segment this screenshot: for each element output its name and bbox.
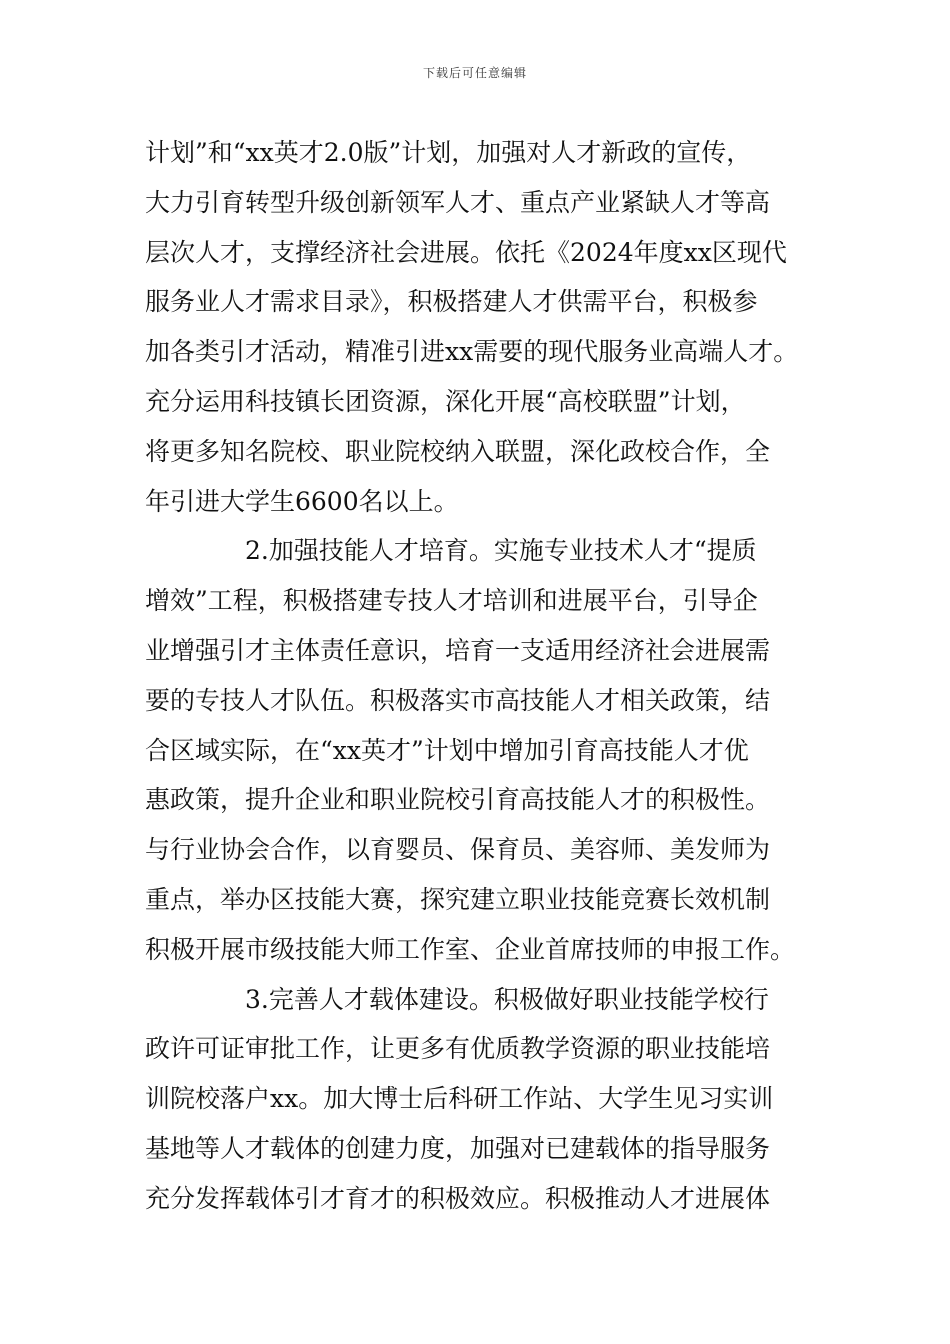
text-line: 大力引育转型升级创新领军人才、重点产业紧缺人才等高 — [145, 187, 771, 217]
text-line: 惠政策，提升企业和职业院校引育高技能人才的积极性。 — [145, 785, 771, 815]
body-text — [145, 128, 810, 1224]
text-line: 业增强引才主体责任意识，培育一支适用经济社会进展需 — [145, 635, 771, 665]
text-line: 充分运用科技镇长团资源，深化开展“高校联盟”计划， — [145, 386, 746, 416]
paragraph-start-line: 2.加强技能人才培育。实施专业技术人才“提质 — [245, 536, 757, 566]
text-line: 将更多知名院校、职业院校纳入联盟，深化政校合作，全 — [145, 436, 771, 466]
text-line: 服务业人才需求目录》，积极搭建人才供需平台，积极参 — [145, 287, 758, 317]
paragraph-start-line: 3.完善人才载体建设。积极做好职业技能学校行 — [245, 984, 769, 1014]
text-line: 年引进大学生6600名以上。 — [145, 486, 459, 516]
text-line: 增效”工程，积极搭建专技人才培训和进展平台，引导企 — [145, 586, 758, 616]
text-line: 重点，举办区技能大赛，探究建立职业技能竞赛长效机制 — [145, 884, 771, 914]
text-line: 充分发挥载体引才育才的积极效应。积极推动人才进展体 — [145, 1183, 771, 1213]
text-line: 积极开展市级技能大师工作室、企业首席技师的申报工作。 — [145, 934, 796, 964]
text-line: 要的专技人才队伍。积极落实市高技能人才相关政策，结 — [145, 685, 771, 715]
text-line: 与行业协会合作，以育婴员、保育员、美容师、美发师为 — [145, 835, 771, 865]
text-line: 训院校落户xx。加大博士后科研工作站、大学生见习实训 — [145, 1084, 774, 1114]
text-line: 合区域实际，在“xx英才”计划中增加引育高技能人才优 — [145, 735, 749, 765]
text-line: 层次人才，支撑经济社会进展。依托《2024年度xx区现代 — [145, 237, 787, 267]
text-line: 加各类引才活动，精准引进xx需要的现代服务业高端人才。 — [145, 337, 799, 367]
text-line: 基地等人才载体的创建力度，加强对已建载体的指导服务 — [145, 1133, 771, 1163]
text-line: 计划”和“xx英才2.0版”计划，加强对人才新政的宣传， — [145, 138, 752, 167]
text-line: 政许可证审批工作，让更多有优质教学资源的职业技能培 — [145, 1034, 771, 1064]
page-header: 下载后可任意编辑 — [422, 66, 527, 80]
